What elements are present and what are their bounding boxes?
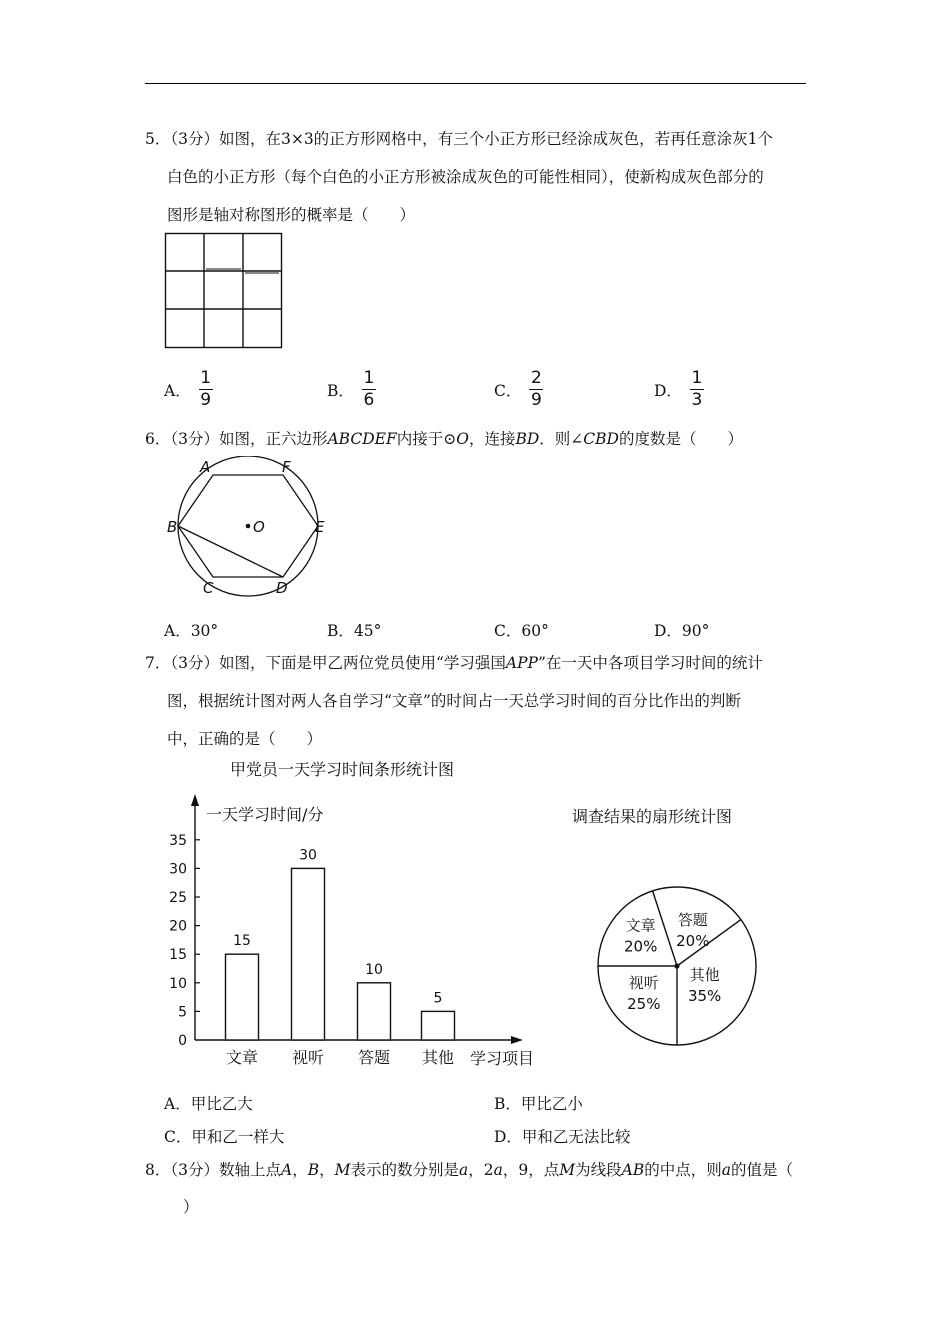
y-axis-arrow bbox=[191, 794, 199, 806]
q5-option-c[interactable]: C． $\frac{2}{9}$ bbox=[494, 368, 542, 410]
bar-答题 bbox=[358, 983, 391, 1040]
q7-option-c[interactable]: C．甲和乙一样大 bbox=[164, 1128, 285, 1146]
label-o: O bbox=[253, 518, 265, 536]
y-tick-label: 15 bbox=[169, 947, 187, 964]
q7-line-3: 中，正确的是（ ） bbox=[167, 730, 323, 748]
pie-slice-percent: 35% bbox=[687, 987, 722, 1006]
q5-line-2: 白色的小正方形（每个白色的小正方形被涂成灰色的可能性相同），使新构成灰色部分的 bbox=[167, 168, 764, 186]
q7-option-b[interactable]: B．甲比乙小 bbox=[494, 1095, 583, 1113]
q6-option-c[interactable]: C．60° bbox=[494, 622, 549, 640]
q8-line-2: ） bbox=[183, 1198, 199, 1216]
q6-line-1: 6．（3分）如图，正六边形ABCDEF内接于⊙O，连接BD．则∠CBD的度数是（ ） bbox=[145, 430, 743, 448]
pie-slice-percent: 20% bbox=[623, 937, 658, 956]
bar-chart-ylabel: 一天学习时间/分 bbox=[206, 805, 324, 824]
q6-option-a[interactable]: A．30° bbox=[164, 622, 219, 640]
x-category-label: 答题 bbox=[357, 1048, 391, 1067]
bar-value-label: 30 bbox=[299, 847, 317, 864]
q6-hexagon-figure bbox=[165, 456, 335, 600]
pie-slice-name: 其他 bbox=[689, 966, 720, 985]
fraction: $\frac{1}{6}$ bbox=[363, 368, 375, 410]
pie-slice-percent: 20% bbox=[676, 931, 710, 950]
q6-option-d[interactable]: D．90° bbox=[654, 622, 710, 640]
label-e: E bbox=[315, 518, 325, 536]
q7-option-a[interactable]: A．甲比乙大 bbox=[164, 1095, 253, 1113]
pie-slice-name: 视听 bbox=[628, 974, 659, 993]
y-tick-label: 5 bbox=[178, 1004, 187, 1021]
q7-line-1: 7．（3分）如图，下面是甲乙两位党员使用“学习强国APP”在一天中各项目学习时间的统计 bbox=[145, 654, 763, 672]
q6-option-b[interactable]: B．45° bbox=[327, 622, 382, 640]
bar-value-label: 5 bbox=[433, 990, 443, 1007]
q5-line-1: 5．（3分）如图，在3×3的正方形网格中，有三个小正方形已经涂成灰色，若再任意涂灰1个 bbox=[145, 130, 774, 148]
label-d: D bbox=[276, 579, 288, 597]
label-b: B bbox=[167, 518, 178, 536]
x-category-label: 其他 bbox=[421, 1048, 455, 1067]
bar-视听 bbox=[292, 868, 325, 1040]
label-c: C bbox=[203, 579, 214, 597]
q5-option-b[interactable]: B． $\frac{1}{6}$ bbox=[327, 368, 375, 410]
q7-option-d[interactable]: D．甲和乙无法比较 bbox=[494, 1128, 631, 1146]
x-category-label: 文章 bbox=[225, 1048, 259, 1067]
y-tick-label: 25 bbox=[169, 890, 187, 906]
bar-chart-xlabel: 学习项目 bbox=[470, 1049, 535, 1068]
pie-center-dot bbox=[674, 963, 679, 968]
q5-option-d[interactable]: D． $\frac{1}{3}$ bbox=[654, 368, 703, 410]
y-tick-label: 10 bbox=[169, 975, 187, 992]
y-tick-label: 20 bbox=[169, 918, 187, 935]
bar-value-label: 15 bbox=[233, 933, 251, 950]
bar-value-label: 10 bbox=[365, 961, 383, 978]
y-tick-label: 35 bbox=[169, 832, 187, 849]
fraction: $\frac{1}{3}$ bbox=[691, 368, 703, 410]
x-category-label: 视听 bbox=[291, 1048, 325, 1067]
bar-其他 bbox=[422, 1011, 455, 1040]
y-tick-label: 30 bbox=[169, 861, 187, 878]
pie-slice-percent: 25% bbox=[627, 995, 661, 1014]
fraction: $\frac{2}{9}$ bbox=[530, 368, 542, 410]
center-point bbox=[246, 524, 251, 529]
pie-chart-title: 调查结果的扇形统计图 bbox=[572, 807, 733, 826]
q5-option-a[interactable]: A． $\frac{1}{9}$ bbox=[164, 368, 212, 410]
q7-statistics-charts bbox=[0, 750, 950, 1080]
q5-line-3: 图形是轴对称图形的概率是（ ） bbox=[167, 206, 416, 224]
pie-slice-name: 答题 bbox=[677, 910, 708, 929]
label-f: F bbox=[282, 458, 291, 476]
fraction: $\frac{1}{9}$ bbox=[200, 368, 212, 410]
header-rule bbox=[145, 83, 806, 84]
bar-文章 bbox=[226, 954, 259, 1040]
bar-chart-title: 甲党员一天学习时间条形统计图 bbox=[230, 760, 455, 779]
q5-grid-figure bbox=[164, 232, 284, 350]
q7-line-2: 图，根据统计图对两人各自学习“文章”的时间占一天总学习时间的百分比作出的判断 bbox=[167, 692, 741, 710]
x-axis-arrow bbox=[511, 1036, 523, 1044]
label-a: A bbox=[200, 458, 211, 476]
y-tick-label: 0 bbox=[178, 1033, 187, 1049]
q8-line-1: 8．（3分）数轴上点A，B，M表示的数分别是a，2a，9，点M为线段AB的中点，则a的值是（ bbox=[145, 1161, 794, 1179]
pie-slice-name: 文章 bbox=[625, 916, 656, 935]
